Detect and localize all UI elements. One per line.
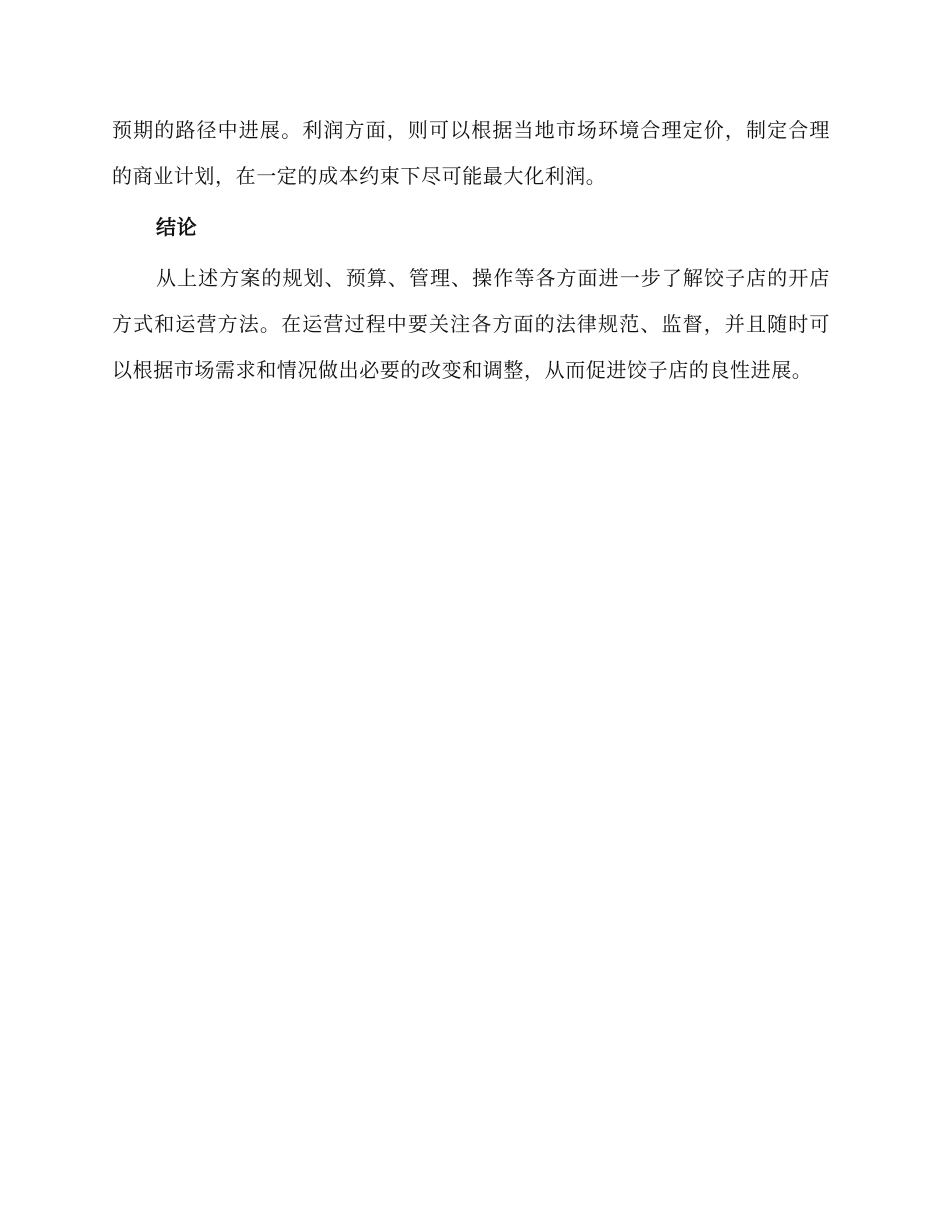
document-page xyxy=(112,107,830,393)
conclusion-heading: 结论 xyxy=(156,215,198,239)
profit-paragraph: 预期的路径中进展。利润方面，则可以根据当地市场环境合理定价，制定合理的商业计划，在一定的成本约束下尽可能最大化利润。 xyxy=(112,118,830,188)
conclusion-paragraph: 从上述方案的规划、预算、管理、操作等各方面进一步了解饺子店的开店方式和运营方法。在运营过程中要关注各方面的法律规范、监督，并且随时可以根据市场需求和情况做出必要的改变和调整，从而促进饺子店的良性进展。 xyxy=(112,266,830,382)
